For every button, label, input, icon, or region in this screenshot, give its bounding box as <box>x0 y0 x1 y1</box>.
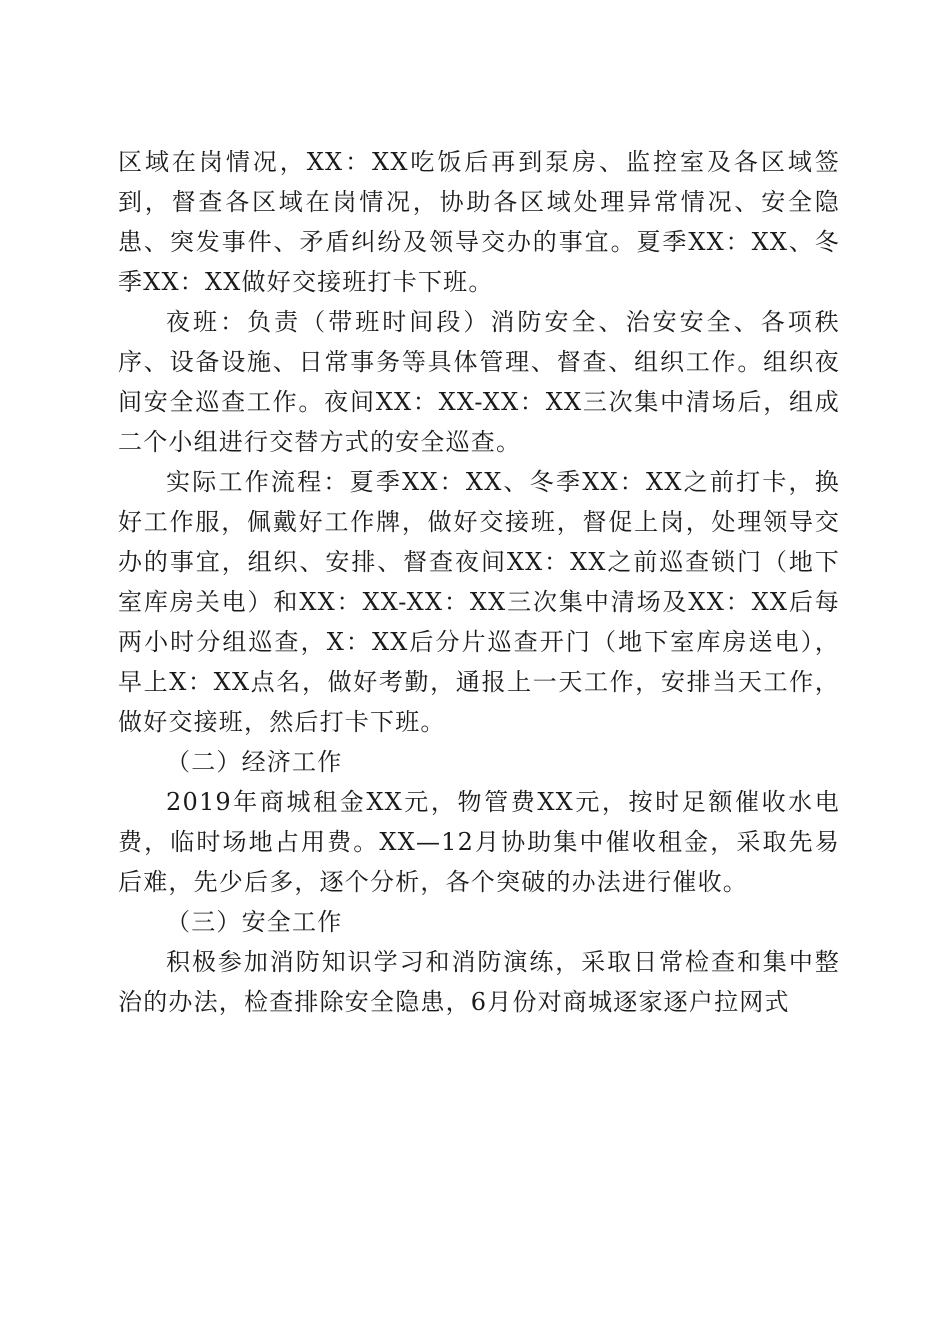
paragraph-1: 区域在岗情况，XX：XX吃饭后再到泵房、监控室及各区域签到，督查各区域在岗情况，协助各区域处理异常情况、安全隐患、突发事件、矛盾纠纷及领导交办的事宜。夏季XX：XX、冬季XX：XX做好交接班打卡下班。 <box>118 148 840 296</box>
section-heading-economic: （二）经济工作 <box>166 748 343 776</box>
paragraph-economic: 2019年商城租金XX元，物管费XX元，按时足额催收水电费，临时场地占用费。XX—12月协助集中催收租金，采取先易后难，先少后多，逐个分析，各个突破的办法进行催收。 <box>118 788 840 896</box>
paragraph-workflow: 实际工作流程：夏季XX：XX、冬季XX：XX之前打卡，换好工作服，佩戴好工作牌，做好交接班，督促上岗，处理领导交办的事宜，组织、安排、督查夜间XX：XX之前巡查锁门（地下室库房关电）和XX：XX-XX：XX三次集中清场及XX：XX后每两小时分组巡查，X：XX后分片巡查开门（地下室库房送电），早上X：XX点名，做好考勤，通报上一天工作，安排当天工作，做好交接班，然后打卡下班。 <box>118 468 840 736</box>
document-page <box>118 142 840 1022</box>
section-heading-safety: （三）安全工作 <box>166 908 343 936</box>
paragraph-night-shift: 夜班：负责（带班时间段）消防安全、治安安全、各项秩序、设备设施、日常事务等具体管理、督查、组织工作。组织夜间安全巡查工作。夜间XX：XX-XX：XX三次集中清场后，组成二个小组进行交替方式的安全巡查。 <box>118 308 840 456</box>
paragraph-safety: 积极参加消防知识学习和消防演练，采取日常检查和集中整治的办法，检查排除安全隐患，6月份对商城逐家逐户拉网式 <box>118 948 840 1016</box>
